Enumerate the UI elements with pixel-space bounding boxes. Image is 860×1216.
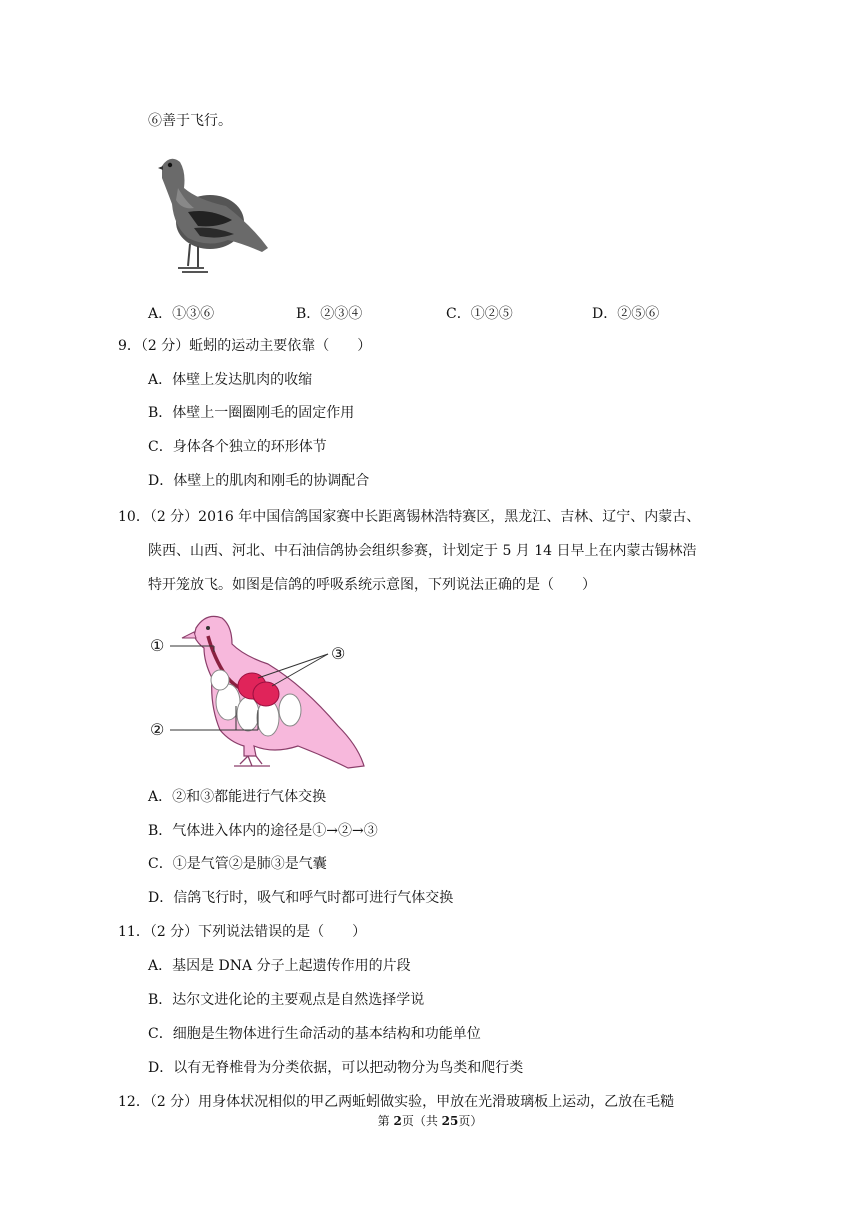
q11-option-c: C．细胞是生物体进行生命活动的基本结构和功能单位 [148,1026,481,1042]
pigeon-photo [148,148,272,282]
q9-stem: 9．（2 分）蚯蚓的运动主要依靠（ ） [118,338,372,354]
q9-option-c: C．身体各个独立的环形体节 [148,439,327,455]
q10-option-a: A．②和③都能进行气体交换 [148,789,327,805]
diagram-label-2: ② [150,720,165,739]
q10-stem-line-3: 特开笼放飞。如图是信鸽的呼吸系统示意图，下列说法正确的是（ ） [148,577,596,593]
q11-option-b: B．达尔文进化论的主要观点是自然选择学说 [148,992,425,1008]
footer-mid: 页（共 [401,1114,442,1128]
q9-option-a: A．体壁上发达肌肉的收缩 [148,372,313,388]
footer-page-number: 2 [393,1114,402,1128]
q12-stem: 12．（2 分）用身体状况相似的甲乙两蚯蚓做实验，甲放在光滑玻璃板上运动，乙放在毛糙 [118,1094,675,1110]
q9-option-d: D．体壁上的肌肉和刚毛的协调配合 [148,473,370,489]
q8-options [148,303,708,323]
q11-option-d: D．以有无脊椎骨为分类依据，可以把动物分为鸟类和爬行类 [148,1060,524,1076]
page-footer [0,1112,860,1129]
footer-pre: 第 [377,1114,394,1128]
q9-option-b: B．体壁上一圈圈刚毛的固定作用 [148,405,355,421]
q8-option-d: D．②⑤⑥ [592,306,660,322]
diagram-label-1: ① [150,636,165,655]
q10-option-d: D．信鸽飞行时，吸气和呼气时都可进行气体交换 [148,890,454,906]
footer-post: 页） [458,1114,483,1128]
q10-stem-line-2: 陕西、山西、河北、中石油信鸽协会组织参赛，计划定于 5 月 14 日早上在内蒙古锡林浩 [148,543,697,559]
q10-stem-line-1: 10．（2 分）2016 年中国信鸽国家赛中长距离锡林浩特赛区，黑龙江、吉林、辽宁、内蒙古、 [118,509,701,525]
q10-option-b: B．气体进入体内的途径是①→②→③ [148,823,378,839]
diagram-label-3: ③ [331,644,346,663]
q11-option-a: A．基因是 DNA 分子上起遗传作用的片段 [148,958,411,974]
q10-option-c: C．①是气管②是肺③是气囊 [148,856,327,872]
q11-stem: 11．（2 分）下列说法错误的是（ ） [118,924,367,940]
q8-option-b: B．②③④ [296,306,363,322]
q8-option-a: A．①③⑥ [148,306,215,322]
pigeon-respiratory-diagram [148,606,378,776]
q8-tail: ⑥善于飞行。 [148,113,232,129]
footer-total-pages: 25 [441,1114,459,1128]
q8-option-c: C．①②⑤ [446,306,513,322]
